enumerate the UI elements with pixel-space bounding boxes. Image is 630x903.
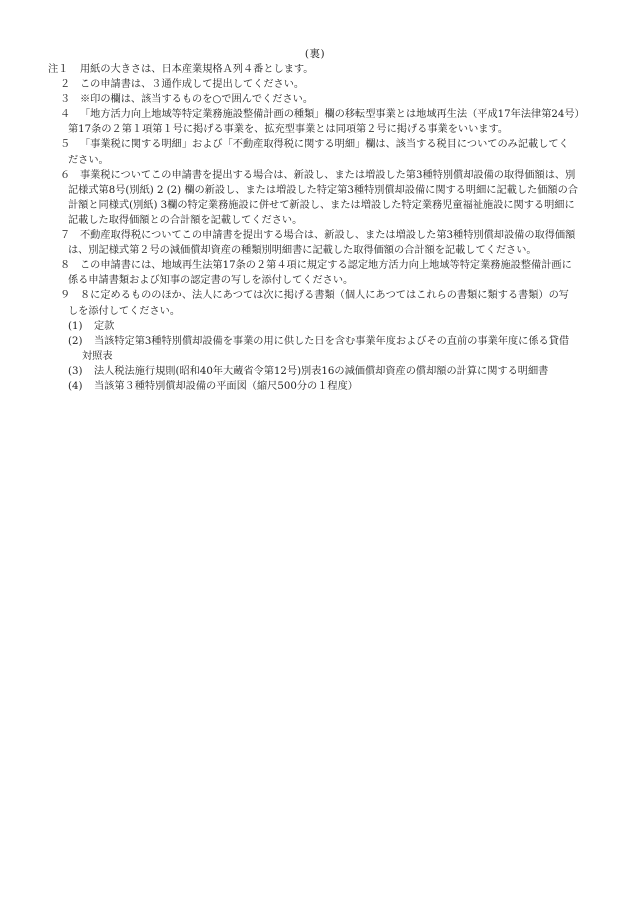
sub-item-text: 対照表 (82, 350, 113, 362)
note-text: は、別記様式第２号の減価償却資産の種類別明細書に記載した取得価額の合計額を記載してください。 (68, 245, 537, 257)
note-number: ６ (60, 169, 71, 181)
note-text: 計額と同様式(別紙) 3欄の特定業務施設に併せて新設し、または増設した特定業務児童福祉施設に関する明細に (68, 199, 575, 211)
note-number: ８ (60, 260, 71, 272)
note-text: 不動産取得税についてこの申請書を提出する場合は、新設し、または増設した第3種特別償却設備の取得価額 (80, 230, 576, 242)
note-text: 第17条の２第１項第１号に掲げる事業を、拡充型事業とは同項第２号に掲げる事業をいいます。 (68, 124, 509, 136)
sub-item-number: (2) (68, 335, 83, 347)
sub-item-number: (3) (68, 365, 83, 377)
note-text: この申請書には、地域再生法第17条の２第４項に規定する認定地方活力向上地域等特定業務施設整備計画に (80, 260, 572, 272)
sub-item-text: 当該第３種特別償却設備の平面図（縮尺500分の１程度） (94, 380, 358, 392)
sub-item-text: 法人税法施行規則(昭和40年大蔵省令第12号)別表16の減価償却資産の償却額の計算に関する明細書 (94, 365, 549, 377)
note-number: ９ (60, 290, 71, 302)
note-text: 記様式第8号(別紙) 2 (2) 欄の新設し、または増設した特定第3種特別償却設備に関する明細に記載した価額の合 (68, 184, 578, 196)
note-item (0, 107, 630, 137)
sub-item (0, 334, 630, 364)
note-item (0, 168, 630, 228)
note-number: ５ (60, 139, 71, 151)
note-text: 記載した取得価額との合計額を記載してください。 (68, 214, 303, 226)
note-text: ８に定めるもののほか、法人にあつては次に掲げる書類（個人にあつてはこれらの書類に類する書類）の写 (80, 290, 569, 302)
sub-item-number: (4) (68, 380, 83, 392)
note-item (0, 258, 630, 288)
note-text: 「事業税に関する明細」および「不動産取得税に関する明細」欄は、該当する税目についてのみ記載してく (80, 139, 569, 151)
sub-item (0, 364, 630, 379)
note-item (0, 62, 630, 77)
page-header: (裏) (304, 48, 326, 60)
note-item (0, 92, 630, 107)
note-number: ４ (60, 109, 71, 121)
note-text: しを添付してください。 (68, 305, 181, 317)
sub-item-number: (1) (68, 320, 83, 332)
note-item (0, 288, 630, 318)
sub-item-text: 定款 (94, 320, 115, 332)
note-text: 用紙の大きさは、日本産業規格Ａ列４番とします。 (80, 64, 314, 75)
note-item (0, 228, 630, 258)
note-number: ２ (60, 79, 71, 91)
sub-item (0, 319, 630, 334)
note-number: 注１ (48, 64, 69, 75)
note-text: この申請書は、３通作成して提出してください。 (80, 79, 305, 91)
note-text: ※印の欄は、該当するものを○で囲んでください。 (80, 94, 314, 106)
note-item (0, 77, 630, 92)
note-number: ７ (60, 230, 71, 242)
note-item (0, 137, 630, 167)
note-text: ださい。 (68, 154, 109, 166)
sub-item (0, 379, 630, 394)
note-text: 事業税についてこの申請書を提出する場合は、新設し、または増設した第3種特別償却設備の取得価額は、別 (80, 169, 576, 181)
note-number: ３ (60, 94, 71, 106)
note-text: 「地方活力向上地域等特定業務施設整備計画の種類」欄の移転型事業とは地域再生法（平成17年法律第24号） (80, 109, 585, 121)
notes-list (0, 62, 630, 394)
sub-item-text: 当該特定第3種特別償却設備を事業の用に供した日を含む事業年度およびその直前の事業年度に係る貸借 (94, 335, 570, 347)
note-text: 係る申請書類および知事の認定書の写しを添付してください。 (68, 275, 354, 287)
